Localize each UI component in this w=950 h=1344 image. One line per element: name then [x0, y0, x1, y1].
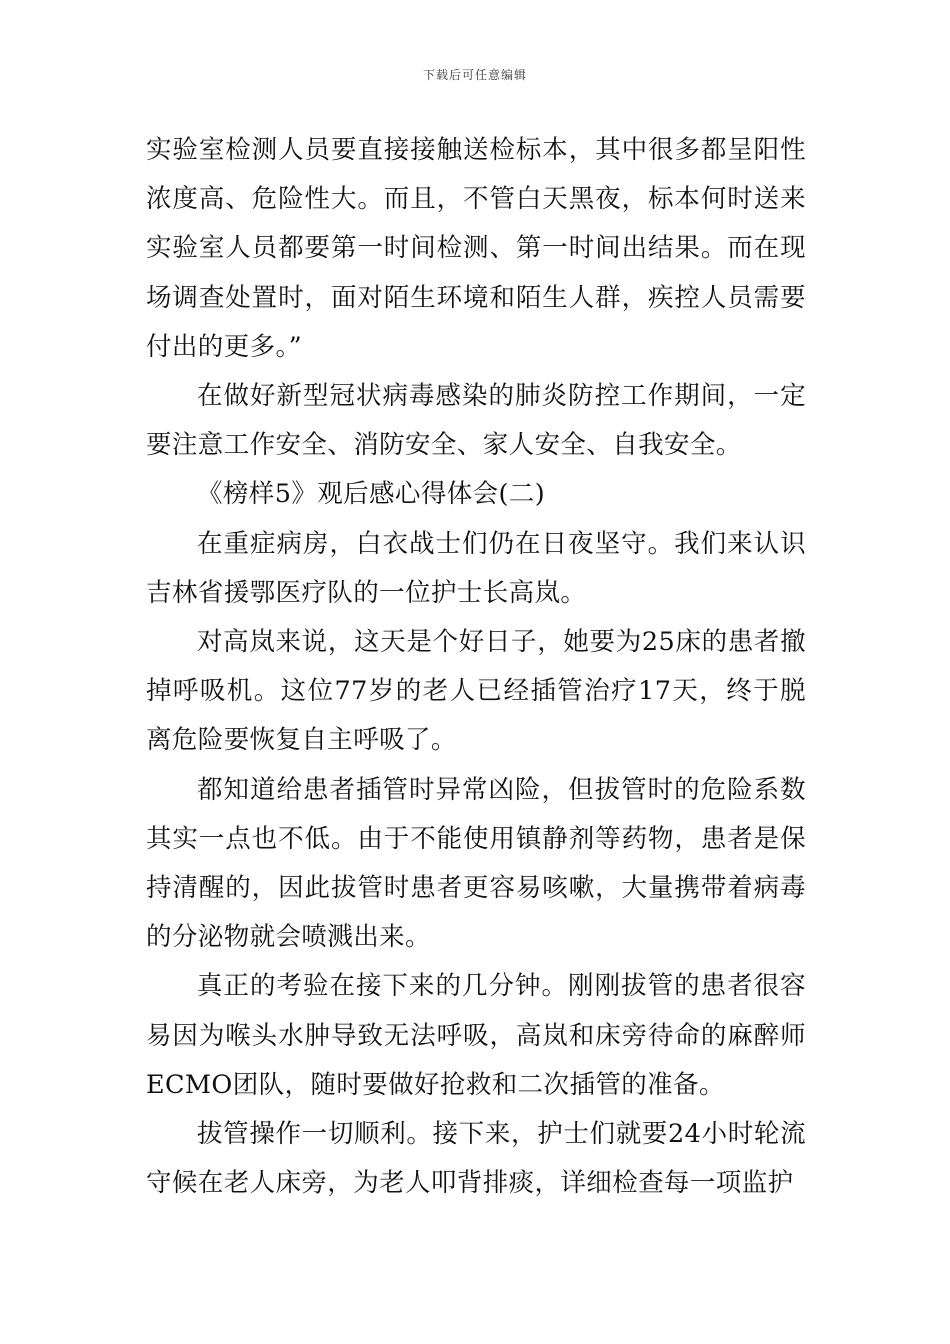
paragraph-7: 拔管操作一切顺利。接下来，护士们就要24小时轮流守候在老人床旁，为老人叩背排痰，详细检查每一项监护: [146, 1119, 806, 1199]
document-body: [146, 126, 806, 1208]
paragraph-6: 真正的考验在接下来的几分钟。刚刚拔管的患者很容易因为喉头水肿导致无法呼吸，高岚和床旁待命的麻醉师ECMO团队，随时要做好抢救和二次插管的准备。: [146, 971, 806, 1100]
paragraph-3: 在重症病房，白衣战士们仍在日夜坚守。我们来认识吉林省援鄂医疗队的一位护士长高岚。: [146, 528, 806, 608]
paragraph-2: 在做好新型冠状病毒感染的肺炎防控工作期间，一定要注意工作安全、消防安全、家人安全、自我安全。: [146, 381, 806, 461]
section-title: 《榜样5》观后感心得体会(二): [197, 479, 546, 510]
paragraph-5: 都知道给患者插管时异常凶险，但拔管时的危险系数其实一点也不低。由于不能使用镇静剂等药物，患者是保持清醒的，因此拔管时患者更容易咳嗽，大量携带着病毒的分泌物就会喷溅出来。: [146, 774, 806, 953]
page-header: 下载后可任意编辑: [422, 68, 527, 82]
paragraph-4: 对高岚来说，这天是个好日子，她要为25床的患者撤掉呼吸机。这位77岁的老人已经插管治疗17天，终于脱离危险要恢复自主呼吸了。: [146, 627, 806, 756]
paragraph-1: 实验室检测人员要直接接触送检标本，其中很多都呈阳性浓度高、危险性大。而且，不管白天黑夜，标本何时送来实验室人员都要第一时间检测、第一时间出结果。而在现场调查处置时，面对陌生环境和陌生人群，疾控人员需要付出的更多。”: [146, 135, 806, 362]
